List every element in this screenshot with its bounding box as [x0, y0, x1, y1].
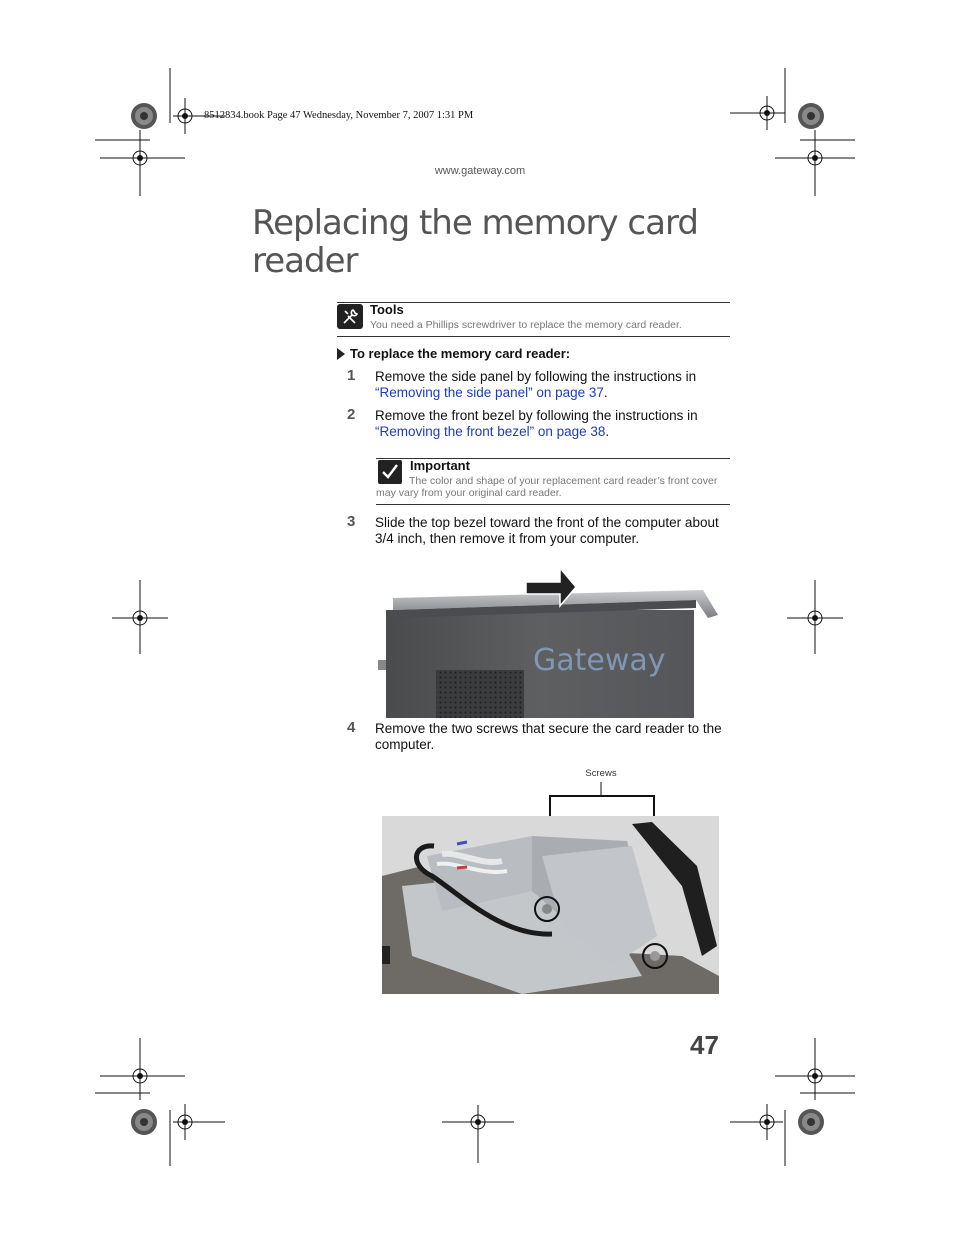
crop-mark-top-right	[725, 68, 860, 198]
crosshair-mid-left	[110, 580, 170, 656]
procedure-heading-text: To replace the memory card reader:	[350, 346, 571, 361]
color-target-top-right	[797, 102, 825, 130]
triangle-right-icon	[337, 348, 345, 360]
top-bezel-photo	[378, 560, 723, 718]
book-info-header: 8512834.book Page 47 Wednesday, November 7, 2007 1:31 PM	[204, 110, 474, 121]
page-title: Replacing the memory card reader	[252, 203, 698, 281]
step-4-text: Remove the two screws that secure the card reader to the computer.	[375, 721, 722, 752]
step-1-text: Remove the side panel by following the instructions in “Removing the side panel” on page 37.	[375, 369, 697, 400]
page-number: 47	[690, 1030, 719, 1060]
gateway-logo-text: Gateway	[533, 643, 666, 678]
step-3-number: 3	[347, 513, 356, 530]
crop-mark-bottom-left	[95, 1038, 235, 1168]
link-removing-side-panel[interactable]: “Removing the side panel” on page 37	[375, 385, 604, 400]
tools-heading: Tools	[370, 302, 404, 317]
step-2-number: 2	[347, 406, 356, 423]
tools-text: You need a Phillips screwdriver to replace the memory card reader.	[370, 319, 682, 331]
color-target-bottom-right	[797, 1108, 825, 1136]
card-reader-screws-photo	[382, 816, 719, 994]
crosshair-bottom-center	[440, 1105, 516, 1165]
tools-bottom-rule	[337, 336, 730, 337]
crop-mark-top-left	[95, 68, 235, 198]
important-text: The color and shape of your replacement card reader’s front cover may vary from your original card reader.	[376, 475, 718, 499]
crosshair-mid-right	[785, 580, 845, 656]
wrench-screwdriver-icon	[337, 304, 363, 329]
color-target-bottom-left	[130, 1108, 158, 1136]
screws-callout-label: Screws	[585, 768, 617, 779]
color-target-top-left	[130, 102, 158, 130]
important-heading: Important	[410, 458, 470, 473]
step-4-number: 4	[347, 719, 356, 736]
website-url: www.gateway.com	[434, 165, 526, 177]
link-removing-front-bezel[interactable]: “Removing the front bezel” on page 38	[375, 424, 606, 439]
procedure-heading	[337, 346, 570, 361]
important-bottom-rule	[376, 504, 730, 505]
crop-mark-bottom-right	[725, 1038, 860, 1168]
step-1-number: 1	[347, 367, 356, 384]
step-3-text: Slide the top bezel toward the front of the computer about 3/4 inch, then remove it from your computer.	[375, 515, 719, 546]
step-2-text: Remove the front bezel by following the instructions in “Removing the front bezel” on page 38.	[375, 408, 698, 439]
